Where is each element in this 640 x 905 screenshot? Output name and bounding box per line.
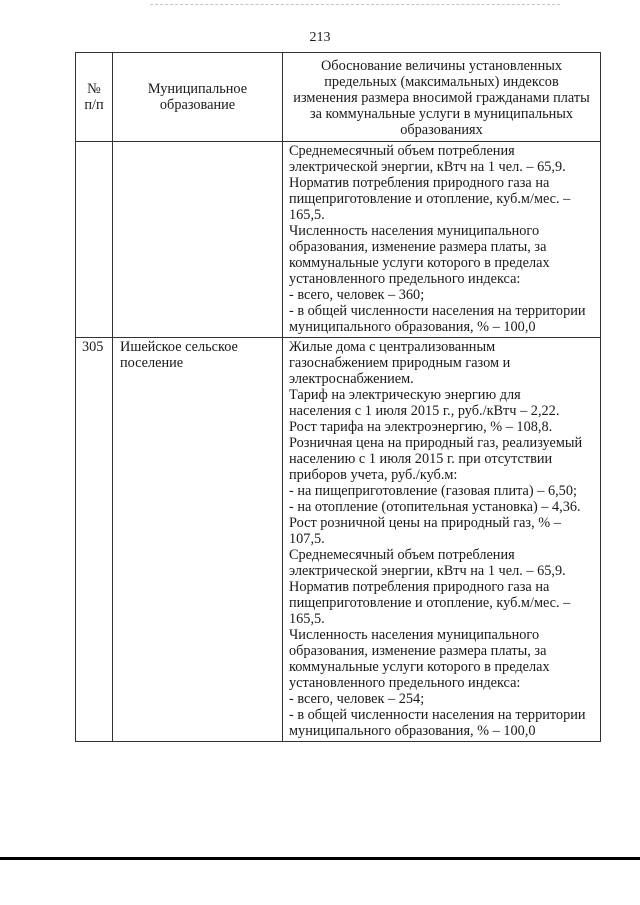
table-header-row <box>76 53 601 142</box>
text-line: образованиях <box>400 122 483 138</box>
text-line: Численность населения муниципального <box>289 627 540 643</box>
text-line: пищеприготовление и отопление, куб.м/мес. – <box>289 595 571 611</box>
text-line: Норматив потребления природного газа на <box>289 175 550 191</box>
text-line: 107,5. <box>289 531 325 547</box>
row-number: 305 <box>76 338 113 742</box>
text-line: образование <box>159 97 236 113</box>
text-line: - на пищеприготовление (газовая плита) – 6,50; <box>289 483 577 499</box>
text-line: Жилые дома с централизованным <box>289 339 496 355</box>
tariff-index-table <box>75 52 601 742</box>
text-line: приборов учета, руб./куб.м: <box>289 467 458 483</box>
text-line: образования, изменение размера платы, за <box>289 643 547 659</box>
text-line: - в общей численности населения на территории <box>289 707 586 723</box>
table-row <box>76 142 601 338</box>
text-line: 165,5. <box>289 611 325 627</box>
text-line: - всего, человек – 360; <box>289 287 425 303</box>
text-line: населению с 1 июля 2015 г. при отсутствии <box>289 451 553 467</box>
text-line: коммунальные услуги которого в пределах <box>289 659 550 675</box>
text-line: Ишейское сельское <box>120 339 238 355</box>
text-line: пищеприготовление и отопление, куб.м/мес. – <box>289 191 571 207</box>
text-line: изменения размера вносимой гражданами платы <box>293 90 590 106</box>
text-line: Муниципальное <box>147 81 248 97</box>
header-municipality-text <box>113 79 282 115</box>
text-line: предельных (максимальных) индексов <box>324 74 559 90</box>
text-line: Норматив потребления природного газа на <box>289 579 550 595</box>
text-line: п/п <box>84 97 104 113</box>
text-line: Рост розничной цены на природный газ, % – <box>289 515 561 531</box>
header-number <box>76 53 113 142</box>
text-line: Среднемесячный объем потребления <box>289 143 515 159</box>
text-line: Розничная цена на природный газ, реализуемый <box>289 435 583 451</box>
text-line: коммунальные услуги которого в пределах <box>289 255 550 271</box>
text-line: электрической энергии, кВтч на 1 чел. – 65,9. <box>289 159 566 175</box>
header-number-text <box>76 79 112 115</box>
text-line: Обоснование величины установленных <box>320 58 562 74</box>
text-line: Рост тарифа на электроэнергию, % – 108,8. <box>289 419 553 435</box>
municipality-name <box>113 142 283 338</box>
header-justification <box>283 53 601 142</box>
row-number <box>76 142 113 338</box>
table-row <box>76 338 601 742</box>
header-municipality <box>113 53 283 142</box>
text-line: Численность населения муниципального <box>289 223 540 239</box>
text-line: установленного предельного индекса: <box>289 675 521 691</box>
page-bottom-rule <box>0 857 640 860</box>
text-line: № <box>87 81 101 97</box>
text-line: поселение <box>120 355 184 371</box>
text-line: за коммунальные услуги в муниципальных <box>309 106 574 122</box>
text-line: - в общей численности населения на территории <box>289 303 586 319</box>
text-line: установленного предельного индекса: <box>289 271 521 287</box>
text-line: 165,5. <box>289 207 325 223</box>
text-line: газоснабжением природным газом и <box>289 355 511 371</box>
justification-text <box>283 142 601 338</box>
text-line: образования, изменение размера платы, за <box>289 239 547 255</box>
text-line: электрической энергии, кВтч на 1 чел. – 65,9. <box>289 563 566 579</box>
text-line: населения с 1 июля 2015 г., руб./кВтч – 2,22. <box>289 403 560 419</box>
text-line: электроснабжением. <box>289 371 414 387</box>
text-line: - всего, человек – 254; <box>289 691 425 707</box>
page-number: 213 <box>309 30 331 45</box>
municipality-name <box>113 338 283 742</box>
scan-edge-line <box>150 4 560 5</box>
text-line: Среднемесячный объем потребления <box>289 547 515 563</box>
text-line: муниципального образования, % – 100,0 <box>289 723 536 739</box>
header-justification-text <box>283 53 600 141</box>
text-line: муниципального образования, % – 100,0 <box>289 319 536 335</box>
justification-text <box>283 338 601 742</box>
text-line: - на отопление (отопительная установка) – 4,36. <box>289 499 581 515</box>
text-line: Тариф на электрическую энергию для <box>289 387 521 403</box>
